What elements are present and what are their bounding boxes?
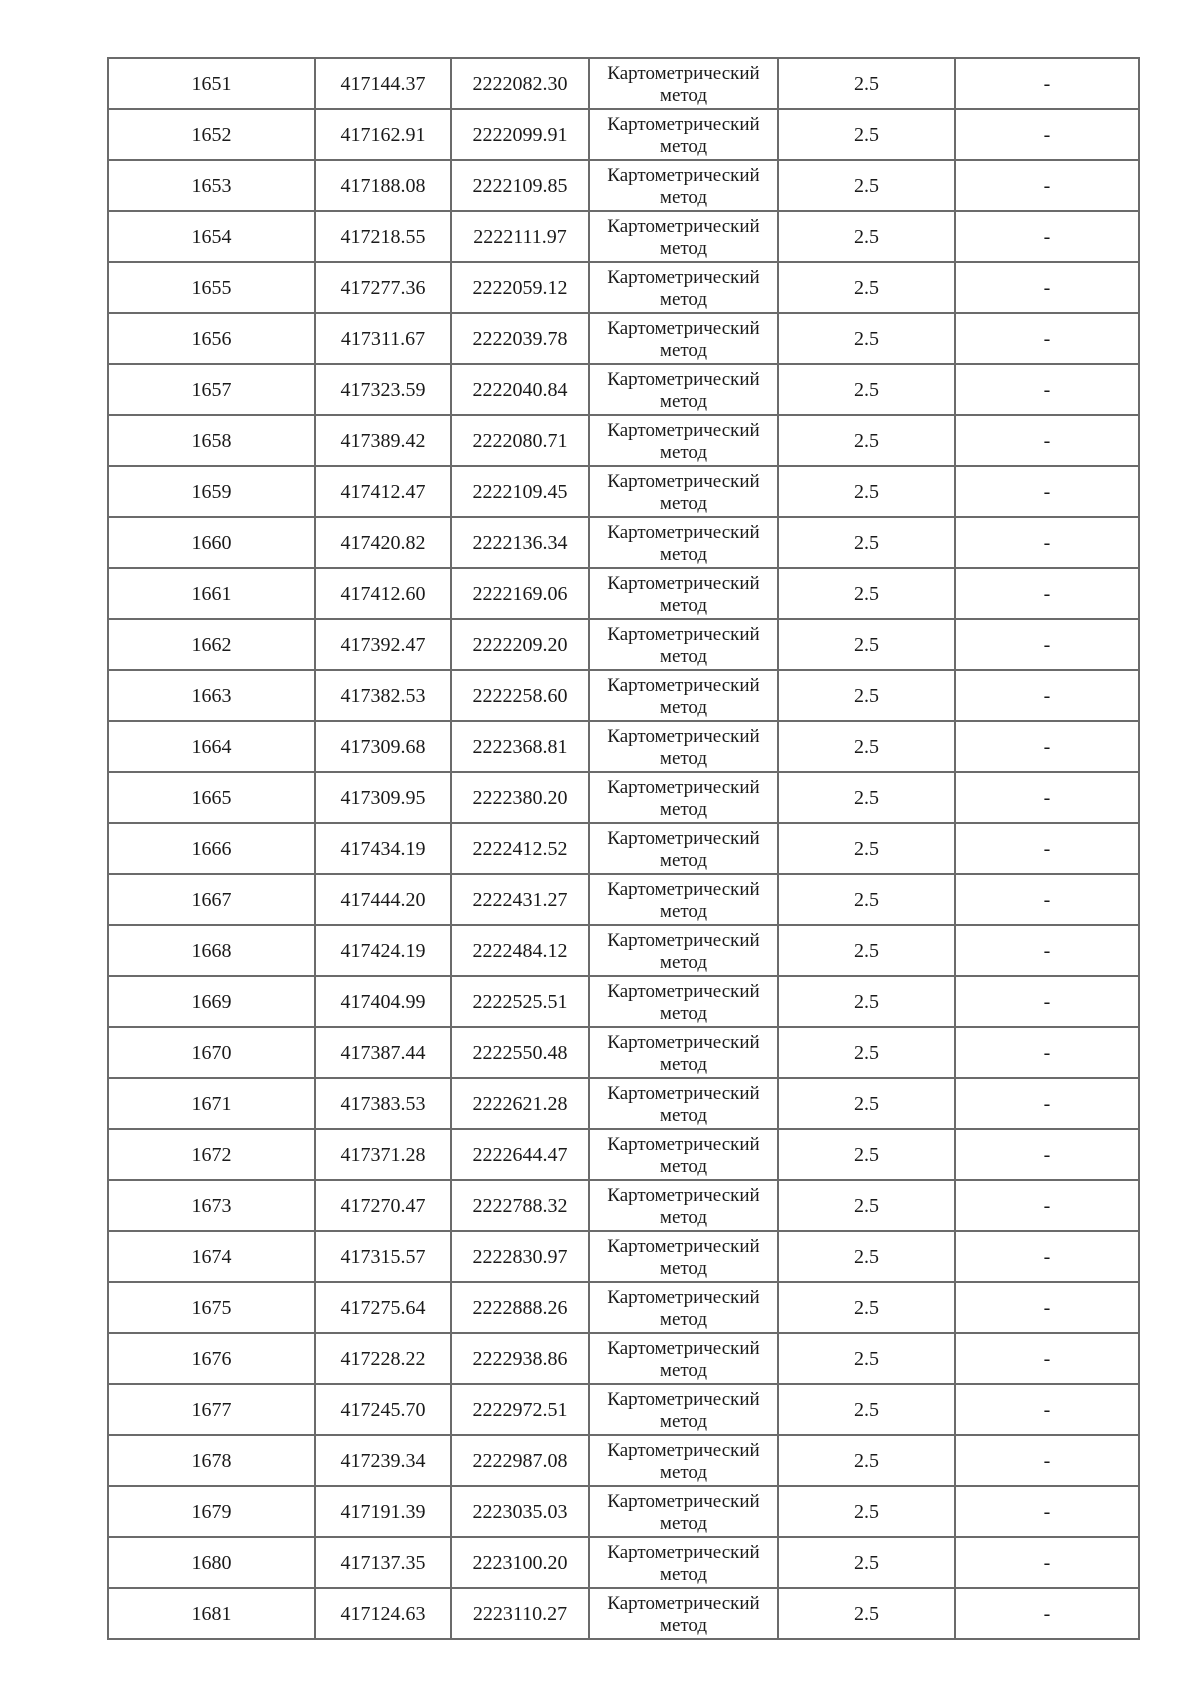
accuracy-cell: 2.5: [778, 466, 955, 517]
method-line-1: Картометрический: [607, 878, 760, 900]
y-coordinate-cell: 2222830.97: [451, 1231, 589, 1282]
point-number-cell: 1660: [108, 517, 315, 568]
x-coordinate-cell: 417382.53: [315, 670, 451, 721]
method-line-2: метод: [659, 492, 708, 514]
table-row: [108, 58, 1139, 109]
x-coordinate-cell: 417323.59: [315, 364, 451, 415]
x-coordinate-cell: 417434.19: [315, 823, 451, 874]
method-line-2: метод: [659, 1614, 708, 1636]
method-line-1: Картометрический: [607, 1490, 760, 1512]
method-cell: [589, 721, 778, 772]
point-number-cell: 1655: [108, 262, 315, 313]
point-number-cell: 1657: [108, 364, 315, 415]
method-cell: [589, 1486, 778, 1537]
method-line-1: Картометрический: [607, 1235, 760, 1257]
method-line-1: Картометрический: [607, 1082, 760, 1104]
method-line-1: Картометрический: [607, 1286, 760, 1308]
method-line-1: Картометрический: [607, 317, 760, 339]
note-cell: -: [955, 1078, 1139, 1129]
method-line-1: Картометрический: [607, 1133, 760, 1155]
method-line-2: метод: [659, 1308, 708, 1330]
point-number-cell: 1676: [108, 1333, 315, 1384]
method-cell: [589, 160, 778, 211]
method-line-2: метод: [659, 1410, 708, 1432]
method-line-2: метод: [659, 1206, 708, 1228]
accuracy-cell: 2.5: [778, 160, 955, 211]
y-coordinate-cell: 2222040.84: [451, 364, 589, 415]
table-body: [108, 58, 1139, 1639]
point-number-cell: 1651: [108, 58, 315, 109]
accuracy-cell: 2.5: [778, 1231, 955, 1282]
point-number-cell: 1658: [108, 415, 315, 466]
note-cell: -: [955, 976, 1139, 1027]
table-row: [108, 1231, 1139, 1282]
point-number-cell: 1659: [108, 466, 315, 517]
accuracy-cell: 2.5: [778, 415, 955, 466]
x-coordinate-cell: 417137.35: [315, 1537, 451, 1588]
accuracy-cell: 2.5: [778, 517, 955, 568]
note-cell: -: [955, 1282, 1139, 1333]
point-number-cell: 1666: [108, 823, 315, 874]
x-coordinate-cell: 417404.99: [315, 976, 451, 1027]
method-cell: [589, 1537, 778, 1588]
method-line-2: метод: [659, 594, 708, 616]
table-row: [108, 415, 1139, 466]
y-coordinate-cell: 2223100.20: [451, 1537, 589, 1588]
method-cell: [589, 262, 778, 313]
accuracy-cell: 2.5: [778, 109, 955, 160]
note-cell: -: [955, 1588, 1139, 1639]
note-cell: -: [955, 262, 1139, 313]
y-coordinate-cell: 2223035.03: [451, 1486, 589, 1537]
accuracy-cell: 2.5: [778, 1129, 955, 1180]
method-line-2: метод: [659, 135, 708, 157]
method-cell: [589, 568, 778, 619]
y-coordinate-cell: 2223110.27: [451, 1588, 589, 1639]
method-line-1: Картометрический: [607, 1439, 760, 1461]
method-line-1: Картометрический: [607, 113, 760, 135]
y-coordinate-cell: 2222109.45: [451, 466, 589, 517]
method-cell: [589, 1384, 778, 1435]
x-coordinate-cell: 417218.55: [315, 211, 451, 262]
method-line-1: Картометрический: [607, 470, 760, 492]
note-cell: -: [955, 466, 1139, 517]
y-coordinate-cell: 2222987.08: [451, 1435, 589, 1486]
y-coordinate-cell: 2222258.60: [451, 670, 589, 721]
x-coordinate-cell: 417309.95: [315, 772, 451, 823]
point-number-cell: 1662: [108, 619, 315, 670]
accuracy-cell: 2.5: [778, 721, 955, 772]
y-coordinate-cell: 2222525.51: [451, 976, 589, 1027]
point-number-cell: 1679: [108, 1486, 315, 1537]
point-number-cell: 1675: [108, 1282, 315, 1333]
note-cell: -: [955, 619, 1139, 670]
y-coordinate-cell: 2222621.28: [451, 1078, 589, 1129]
method-line-1: Картометрический: [607, 623, 760, 645]
method-line-1: Картометрический: [607, 1541, 760, 1563]
method-cell: [589, 772, 778, 823]
method-line-2: метод: [659, 849, 708, 871]
method-line-1: Картометрический: [607, 827, 760, 849]
method-cell: [589, 619, 778, 670]
y-coordinate-cell: 2222039.78: [451, 313, 589, 364]
method-line-1: Картометрический: [607, 1337, 760, 1359]
y-coordinate-cell: 2222888.26: [451, 1282, 589, 1333]
method-line-2: метод: [659, 645, 708, 667]
accuracy-cell: 2.5: [778, 619, 955, 670]
method-line-1: Картометрический: [607, 215, 760, 237]
point-number-cell: 1664: [108, 721, 315, 772]
accuracy-cell: 2.5: [778, 1486, 955, 1537]
accuracy-cell: 2.5: [778, 1588, 955, 1639]
note-cell: -: [955, 109, 1139, 160]
note-cell: -: [955, 823, 1139, 874]
method-line-2: метод: [659, 747, 708, 769]
point-number-cell: 1678: [108, 1435, 315, 1486]
method-cell: [589, 415, 778, 466]
method-line-2: метод: [659, 339, 708, 361]
note-cell: -: [955, 58, 1139, 109]
point-number-cell: 1674: [108, 1231, 315, 1282]
accuracy-cell: 2.5: [778, 1027, 955, 1078]
x-coordinate-cell: 417392.47: [315, 619, 451, 670]
point-number-cell: 1652: [108, 109, 315, 160]
table-row: [108, 568, 1139, 619]
note-cell: -: [955, 415, 1139, 466]
method-cell: [589, 1027, 778, 1078]
method-cell: [589, 466, 778, 517]
x-coordinate-cell: 417412.60: [315, 568, 451, 619]
method-cell: [589, 874, 778, 925]
x-coordinate-cell: 417371.28: [315, 1129, 451, 1180]
accuracy-cell: 2.5: [778, 1435, 955, 1486]
method-line-1: Картометрический: [607, 572, 760, 594]
table-row: [108, 1588, 1139, 1639]
point-number-cell: 1654: [108, 211, 315, 262]
accuracy-cell: 2.5: [778, 1537, 955, 1588]
x-coordinate-cell: 417277.36: [315, 262, 451, 313]
method-line-1: Картометрический: [607, 1388, 760, 1410]
note-cell: -: [955, 364, 1139, 415]
x-coordinate-cell: 417315.57: [315, 1231, 451, 1282]
table-row: [108, 1333, 1139, 1384]
method-line-2: метод: [659, 288, 708, 310]
method-cell: [589, 364, 778, 415]
x-coordinate-cell: 417162.91: [315, 109, 451, 160]
x-coordinate-cell: 417270.47: [315, 1180, 451, 1231]
x-coordinate-cell: 417412.47: [315, 466, 451, 517]
y-coordinate-cell: 2222111.97: [451, 211, 589, 262]
point-number-cell: 1681: [108, 1588, 315, 1639]
accuracy-cell: 2.5: [778, 364, 955, 415]
table-row: [108, 1180, 1139, 1231]
note-cell: -: [955, 160, 1139, 211]
table-row: [108, 1384, 1139, 1435]
method-cell: [589, 1588, 778, 1639]
accuracy-cell: 2.5: [778, 568, 955, 619]
method-line-2: метод: [659, 1155, 708, 1177]
y-coordinate-cell: 2222788.32: [451, 1180, 589, 1231]
table-row: [108, 1282, 1139, 1333]
method-line-2: метод: [659, 900, 708, 922]
note-cell: -: [955, 1384, 1139, 1435]
note-cell: -: [955, 1486, 1139, 1537]
note-cell: -: [955, 874, 1139, 925]
method-line-1: Картометрический: [607, 776, 760, 798]
method-cell: [589, 109, 778, 160]
table-row: [108, 466, 1139, 517]
y-coordinate-cell: 2222109.85: [451, 160, 589, 211]
x-coordinate-cell: 417188.08: [315, 160, 451, 211]
accuracy-cell: 2.5: [778, 1333, 955, 1384]
method-line-2: метод: [659, 237, 708, 259]
method-line-1: Картометрический: [607, 368, 760, 390]
coordinates-table: [107, 57, 1140, 1640]
table-row: [108, 823, 1139, 874]
table-row: [108, 517, 1139, 568]
accuracy-cell: 2.5: [778, 1282, 955, 1333]
point-number-cell: 1680: [108, 1537, 315, 1588]
method-cell: [589, 1129, 778, 1180]
table-row: [108, 721, 1139, 772]
method-line-1: Картометрический: [607, 929, 760, 951]
method-line-2: метод: [659, 696, 708, 718]
accuracy-cell: 2.5: [778, 874, 955, 925]
table-row: [108, 925, 1139, 976]
point-number-cell: 1665: [108, 772, 315, 823]
note-cell: -: [955, 517, 1139, 568]
method-line-1: Картометрический: [607, 980, 760, 1002]
y-coordinate-cell: 2222484.12: [451, 925, 589, 976]
table-row: [108, 262, 1139, 313]
y-coordinate-cell: 2222938.86: [451, 1333, 589, 1384]
point-number-cell: 1667: [108, 874, 315, 925]
note-cell: -: [955, 1231, 1139, 1282]
accuracy-cell: 2.5: [778, 823, 955, 874]
y-coordinate-cell: 2222082.30: [451, 58, 589, 109]
note-cell: -: [955, 925, 1139, 976]
table-row: [108, 1537, 1139, 1588]
x-coordinate-cell: 417191.39: [315, 1486, 451, 1537]
table-row: [108, 1486, 1139, 1537]
method-line-2: метод: [659, 84, 708, 106]
table-row: [108, 976, 1139, 1027]
point-number-cell: 1669: [108, 976, 315, 1027]
y-coordinate-cell: 2222080.71: [451, 415, 589, 466]
accuracy-cell: 2.5: [778, 211, 955, 262]
method-line-2: метод: [659, 1002, 708, 1024]
method-line-2: метод: [659, 1512, 708, 1534]
method-cell: [589, 211, 778, 262]
method-cell: [589, 517, 778, 568]
method-line-2: метод: [659, 798, 708, 820]
method-cell: [589, 925, 778, 976]
method-line-2: метод: [659, 441, 708, 463]
x-coordinate-cell: 417275.64: [315, 1282, 451, 1333]
method-line-2: метод: [659, 186, 708, 208]
method-line-1: Картометрический: [607, 521, 760, 543]
table-row: [108, 1078, 1139, 1129]
y-coordinate-cell: 2222380.20: [451, 772, 589, 823]
method-line-2: метод: [659, 1257, 708, 1279]
note-cell: -: [955, 1027, 1139, 1078]
table-row: [108, 670, 1139, 721]
method-cell: [589, 1333, 778, 1384]
method-line-2: метод: [659, 1563, 708, 1585]
note-cell: -: [955, 721, 1139, 772]
method-line-1: Картометрический: [607, 419, 760, 441]
method-line-1: Картометрический: [607, 674, 760, 696]
note-cell: -: [955, 211, 1139, 262]
table-row: [108, 619, 1139, 670]
table-row: [108, 1027, 1139, 1078]
note-cell: -: [955, 568, 1139, 619]
x-coordinate-cell: 417383.53: [315, 1078, 451, 1129]
x-coordinate-cell: 417420.82: [315, 517, 451, 568]
method-line-1: Картометрический: [607, 62, 760, 84]
y-coordinate-cell: 2222136.34: [451, 517, 589, 568]
point-number-cell: 1661: [108, 568, 315, 619]
method-cell: [589, 823, 778, 874]
note-cell: -: [955, 772, 1139, 823]
x-coordinate-cell: 417389.42: [315, 415, 451, 466]
method-cell: [589, 670, 778, 721]
accuracy-cell: 2.5: [778, 58, 955, 109]
point-number-cell: 1673: [108, 1180, 315, 1231]
y-coordinate-cell: 2222099.91: [451, 109, 589, 160]
method-line-1: Картометрический: [607, 1592, 760, 1614]
method-line-2: метод: [659, 1461, 708, 1483]
method-cell: [589, 313, 778, 364]
table-row: [108, 211, 1139, 262]
point-number-cell: 1677: [108, 1384, 315, 1435]
x-coordinate-cell: 417424.19: [315, 925, 451, 976]
accuracy-cell: 2.5: [778, 925, 955, 976]
table-row: [108, 874, 1139, 925]
y-coordinate-cell: 2222059.12: [451, 262, 589, 313]
y-coordinate-cell: 2222412.52: [451, 823, 589, 874]
x-coordinate-cell: 417124.63: [315, 1588, 451, 1639]
point-number-cell: 1668: [108, 925, 315, 976]
x-coordinate-cell: 417309.68: [315, 721, 451, 772]
x-coordinate-cell: 417239.34: [315, 1435, 451, 1486]
y-coordinate-cell: 2222169.06: [451, 568, 589, 619]
point-number-cell: 1663: [108, 670, 315, 721]
x-coordinate-cell: 417228.22: [315, 1333, 451, 1384]
y-coordinate-cell: 2222550.48: [451, 1027, 589, 1078]
method-line-2: метод: [659, 1104, 708, 1126]
method-cell: [589, 976, 778, 1027]
table-row: [108, 160, 1139, 211]
method-line-2: метод: [659, 951, 708, 973]
accuracy-cell: 2.5: [778, 1384, 955, 1435]
y-coordinate-cell: 2222368.81: [451, 721, 589, 772]
method-cell: [589, 58, 778, 109]
y-coordinate-cell: 2222644.47: [451, 1129, 589, 1180]
point-number-cell: 1656: [108, 313, 315, 364]
y-coordinate-cell: 2222209.20: [451, 619, 589, 670]
point-number-cell: 1672: [108, 1129, 315, 1180]
method-line-2: метод: [659, 1053, 708, 1075]
method-cell: [589, 1435, 778, 1486]
note-cell: -: [955, 1180, 1139, 1231]
table-row: [108, 313, 1139, 364]
method-cell: [589, 1231, 778, 1282]
accuracy-cell: 2.5: [778, 313, 955, 364]
method-line-2: метод: [659, 390, 708, 412]
accuracy-cell: 2.5: [778, 772, 955, 823]
y-coordinate-cell: 2222431.27: [451, 874, 589, 925]
method-line-1: Картометрический: [607, 266, 760, 288]
method-line-1: Картометрический: [607, 164, 760, 186]
accuracy-cell: 2.5: [778, 976, 955, 1027]
x-coordinate-cell: 417387.44: [315, 1027, 451, 1078]
note-cell: -: [955, 1333, 1139, 1384]
point-number-cell: 1671: [108, 1078, 315, 1129]
y-coordinate-cell: 2222972.51: [451, 1384, 589, 1435]
method-line-1: Картометрический: [607, 1031, 760, 1053]
point-number-cell: 1670: [108, 1027, 315, 1078]
method-cell: [589, 1180, 778, 1231]
method-line-1: Картометрический: [607, 725, 760, 747]
method-cell: [589, 1078, 778, 1129]
accuracy-cell: 2.5: [778, 1078, 955, 1129]
note-cell: -: [955, 1537, 1139, 1588]
x-coordinate-cell: 417245.70: [315, 1384, 451, 1435]
accuracy-cell: 2.5: [778, 262, 955, 313]
table-row: [108, 1435, 1139, 1486]
x-coordinate-cell: 417144.37: [315, 58, 451, 109]
note-cell: -: [955, 670, 1139, 721]
note-cell: -: [955, 313, 1139, 364]
accuracy-cell: 2.5: [778, 1180, 955, 1231]
method-line-2: метод: [659, 543, 708, 565]
method-line-1: Картометрический: [607, 1184, 760, 1206]
method-line-2: метод: [659, 1359, 708, 1381]
note-cell: -: [955, 1129, 1139, 1180]
note-cell: -: [955, 1435, 1139, 1486]
point-number-cell: 1653: [108, 160, 315, 211]
table-row: [108, 109, 1139, 160]
x-coordinate-cell: 417311.67: [315, 313, 451, 364]
method-cell: [589, 1282, 778, 1333]
x-coordinate-cell: 417444.20: [315, 874, 451, 925]
table-row: [108, 1129, 1139, 1180]
table-row: [108, 772, 1139, 823]
table-row: [108, 364, 1139, 415]
accuracy-cell: 2.5: [778, 670, 955, 721]
